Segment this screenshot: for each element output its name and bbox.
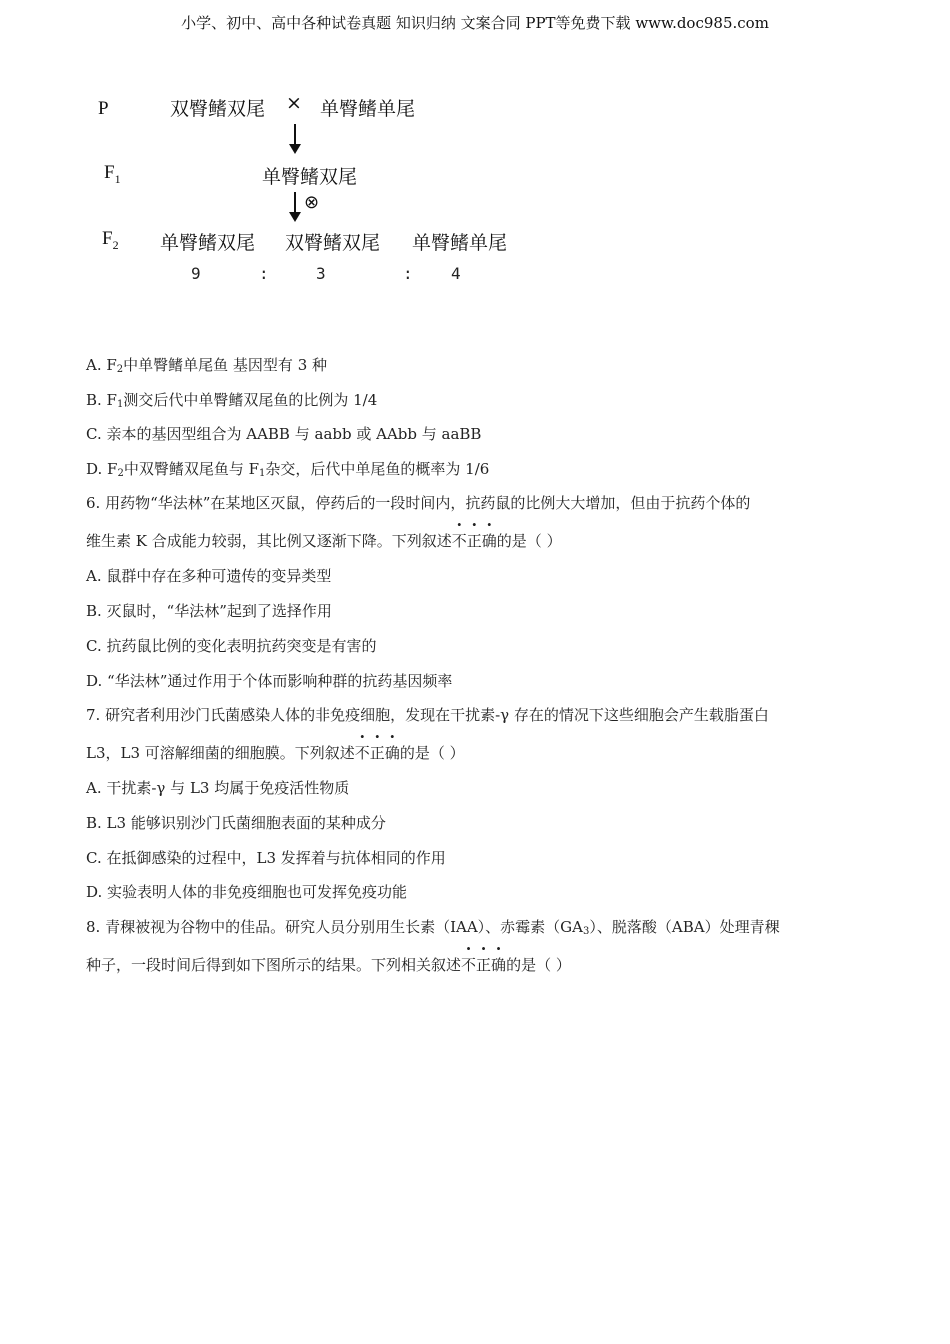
ratio-c: 4 [451, 264, 461, 283]
cross-symbol: × [286, 92, 302, 114]
arrow-down-icon [294, 192, 296, 214]
parent-left: 双臀鳍双尾 [170, 98, 266, 120]
f2-phenotype-b: 双臀鳍双尾 [285, 232, 381, 254]
q6-option-a: A. 鼠群中存在多种可遗传的变异类型 [86, 567, 332, 585]
q6-option-c: C. 抗药鼠比例的变化表明抗药突变是有害的 [86, 637, 377, 655]
f1-phenotype: 单臀鳍双尾 [262, 166, 358, 188]
q6-option-b: B. 灭鼠时，“华法林”起到了选择作用 [86, 602, 332, 620]
ratio-colon: : [259, 264, 269, 283]
q6-stem-line1: 6. 用药物“华法林”在某地区灭鼠，停药后的一段时间内，抗药鼠的比例大大增加，但由于抗药个体的 [86, 494, 751, 512]
parent-right: 单臀鳍单尾 [320, 98, 416, 120]
q7-stem-line2: L3，L3 可溶解细菌的细胞膜。下列叙述不正确的是（ ） [86, 744, 465, 762]
q6-stem-line2: 维生素 K 合成能力较弱，其比例又逐渐下降。下列叙述不正确的是（ ） [86, 532, 562, 550]
q5-option-a: A. $F_2$中单臀鳍单尾鱼 基因型有 3 种 [86, 356, 328, 375]
q7-option-a: A. 干扰素-γ 与 L3 均属于免疫活性物质 [86, 779, 350, 797]
f2-label: $F_2$ [102, 228, 119, 252]
q7-option-c: C. 在抵御感染的过程中，L3 发挥着与抗体相同的作用 [86, 849, 446, 867]
q5-option-c: C. 亲本的基因型组合为 AABB 与 aabb 或 AAbb 与 aaBB [86, 425, 482, 443]
ratio-b: 3 [316, 264, 326, 283]
q7-option-b: B. L3 能够识别沙门氏菌细胞表面的某种成分 [86, 814, 386, 832]
ratio-a: 9 [191, 264, 201, 283]
q5-option-d: D. $F_2$中双臀鳍双尾鱼与 $F_1$杂交，后代中单尾鱼的概率为 1/6 [86, 460, 490, 479]
q7-stem-line1: 7. 研究者利用沙门氏菌感染人体的非免疫细胞，发现在干扰素-γ 存在的情况下这些细胞会产生载脂蛋白 [86, 706, 769, 724]
f1-label: $F_1$ [104, 162, 121, 186]
ratio-colon: : [403, 264, 413, 283]
arrow-down-icon [294, 124, 296, 146]
genetic-cross-diagram [96, 88, 566, 298]
selfing-symbol-icon: ⊗ [304, 192, 320, 213]
f2-phenotype-c: 单臀鳍单尾 [412, 232, 508, 254]
q8-stem-line2: 种子，一段时间后得到如下图所示的结果。下列相关叙述不正确的是（ ） [86, 956, 571, 974]
f2-phenotype-a: 单臀鳍双尾 [160, 232, 256, 254]
q8-stem-line1: 8. 青稞被视为谷物中的佳品。研究人员分别用生长素（IAA）、赤霉素$(GA_3)$、脱落酸（ABA）处理青稞 [86, 918, 780, 937]
q6-option-d: D. “华法林”通过作用于个体而影响种群的抗药基因频率 [86, 672, 453, 690]
q7-option-d: D. 实验表明人体的非免疫细胞也可发挥免疫功能 [86, 883, 408, 901]
page-header: 小学、初中、高中各种试卷真题 知识归纳 文案合同 PPT等免费下载 www.doc985.com [181, 14, 769, 32]
q5-option-b: B. $F_1$测交后代中单臀鳍双尾鱼的比例为 1/4 [86, 391, 378, 410]
p-label: P [98, 98, 109, 119]
